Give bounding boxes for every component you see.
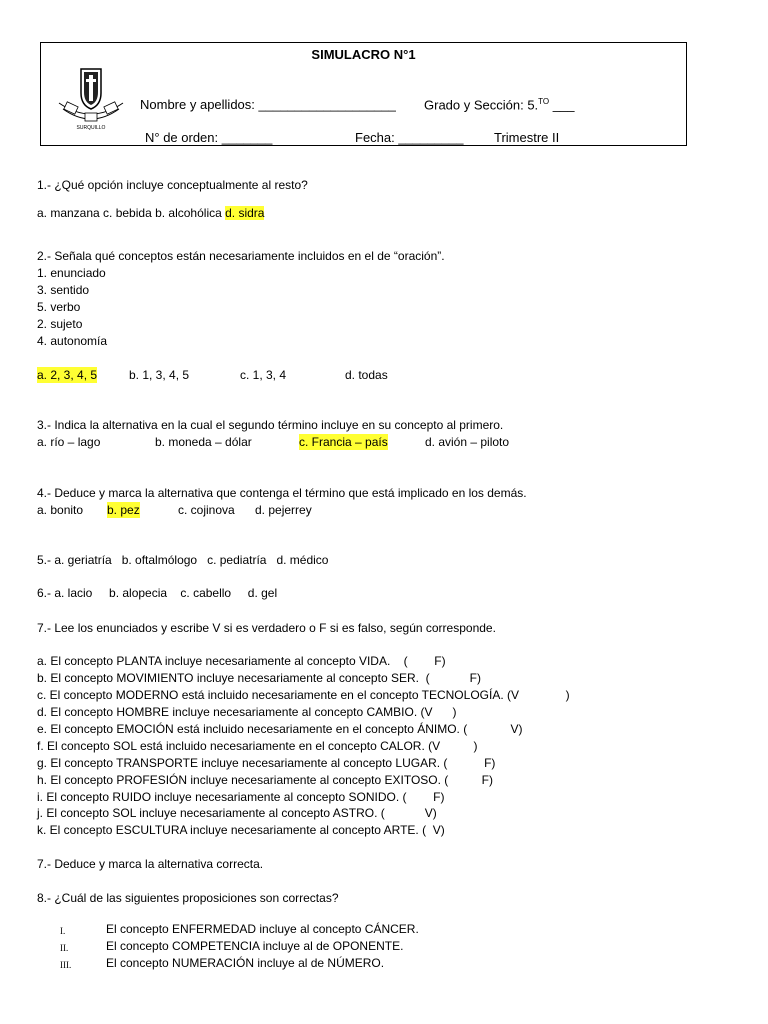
q2-item: 4. autonomía xyxy=(37,334,108,348)
exam-header xyxy=(40,42,687,146)
trimester-label: Trimestre II xyxy=(494,130,560,145)
q2-question: 2.- Señala qué conceptos están necesariamente incluidos en el de “oración”. xyxy=(37,249,445,263)
q3-option-a: a. río – lago xyxy=(37,435,101,449)
q2-item: 2. sujeto xyxy=(37,317,83,331)
q8-item-number: III. xyxy=(60,960,72,970)
q7b-question: 7.- Deduce y marca la alternativa correcta. xyxy=(37,857,264,871)
q2-option-d: d. todas xyxy=(345,368,388,382)
q7-item: g. El concepto TRANSPORTE incluye necesariamente al concepto LUGAR. ( F) xyxy=(37,756,496,770)
q7-item: i. El concepto RUIDO incluye necesariamente al concepto SONIDO. ( F) xyxy=(37,790,445,804)
q7-item: c. El concepto MODERNO está incluido necesariamente en el concepto TECNOLOGÍA. (V ) xyxy=(37,688,570,702)
q8-item-text: El concepto ENFERMEDAD incluye al concepto CÁNCER. xyxy=(106,922,419,936)
order-field: N° de orden: _______ xyxy=(145,130,273,145)
q8-item-text: El concepto NUMERACIÓN incluye al de NÚMERO. xyxy=(106,956,385,970)
q7-item: e. El concepto EMOCIÓN está incluido necesariamente en el concepto ÁNIMO. ( V) xyxy=(37,722,523,736)
q8-item-text: El concepto COMPETENCIA incluye al de OPONENTE. xyxy=(106,939,404,953)
q7-item: h. El concepto PROFESIÓN incluye necesariamente al concepto EXITOSO. ( F) xyxy=(37,773,493,787)
q2-item: 5. verbo xyxy=(37,300,81,314)
q1-answer: d. sidra xyxy=(225,206,265,220)
q4-option-d: d. pejerrey xyxy=(255,503,312,517)
q5-line: 5.- a. geriatría b. oftalmólogo c. pediatría d. médico xyxy=(37,553,329,567)
q8-item-number: II. xyxy=(60,943,69,953)
q3-question: 3.- Indica la alternativa en la cual el segundo término incluye en su concepto al primero. xyxy=(37,418,504,432)
q3-option-d: d. avión – piloto xyxy=(425,435,510,449)
name-field: Nombre y apellidos: ___________________ xyxy=(140,97,396,112)
q7-item: d. El concepto HOMBRE incluye necesariamente al concepto CAMBIO. (V ) xyxy=(37,705,457,719)
q3-option-c: c. Francia – país xyxy=(299,435,388,449)
q4-option-b: b. pez xyxy=(107,503,140,517)
q4-option-c: c. cojinova xyxy=(178,503,235,517)
q4-option-a: a. bonito xyxy=(37,503,84,517)
school-logo-icon xyxy=(53,63,129,135)
q7-item: b. El concepto MOVIMIENTO incluye necesariamente al concepto SER. ( F) xyxy=(37,671,481,685)
grade-blank: ___ xyxy=(549,97,575,113)
q4-question: 4.- Deduce y marca la alternativa que contenga el término que está implicado en los demás. xyxy=(37,486,527,500)
q2-item: 3. sentido xyxy=(37,283,90,297)
q8-question: 8.- ¿Cuál de las siguientes proposiciones son correctas? xyxy=(37,891,339,905)
q3-option-b: b. moneda – dólar xyxy=(155,435,252,449)
q7-item: f. El concepto SOL está incluido necesariamente en el concepto CALOR. (V ) xyxy=(37,739,478,753)
q6-line: 6.- a. lacio b. alopecia c. cabello d. gel xyxy=(37,586,278,600)
q7-item: a. El concepto PLANTA incluye necesariamente al concepto VIDA. ( F) xyxy=(37,654,446,668)
q8-item-number: I. xyxy=(60,926,66,936)
grade-sup: TO xyxy=(538,97,550,106)
grade-label: Grado y Sección: 5. xyxy=(424,97,539,113)
date-field: Fecha: _________ xyxy=(355,130,464,145)
q2-option-b: b. 1, 3, 4, 5 xyxy=(129,368,190,382)
q7-question: 7.- Lee los enunciados y escribe V si es verdadero o F si es falso, según corresponde. xyxy=(37,621,496,635)
q2-option-c: c. 1, 3, 4 xyxy=(240,368,287,382)
q1-question: 1.- ¿Qué opción incluye conceptualmente al resto? xyxy=(37,178,308,192)
q7-item: j. El concepto SOL incluye necesariamente al concepto ASTRO. ( V) xyxy=(37,806,437,820)
q2-option-a: a. 2, 3, 4, 5 xyxy=(37,368,98,382)
grade-field xyxy=(424,97,574,112)
logo-bottom-text: SURQUILLO xyxy=(76,125,106,131)
q7-item: k. El concepto ESCULTURA incluye necesariamente al concepto ARTE. ( V) xyxy=(37,823,445,837)
q1-options xyxy=(37,205,264,221)
exam-title: SIMULACRO N°1 xyxy=(311,47,416,62)
q1-options-plain: a. manzana c. bebida b. alcohólica xyxy=(37,206,226,220)
q2-item: 1. enunciado xyxy=(37,266,106,280)
